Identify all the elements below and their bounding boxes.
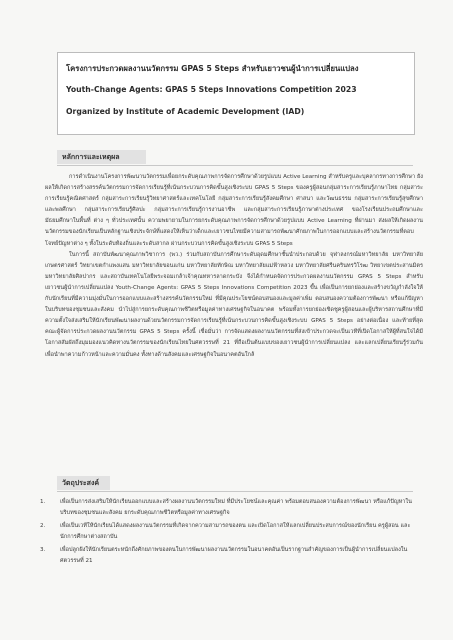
item-number: 3. bbox=[40, 547, 46, 554]
organizer-line: Organized by Institute of Academic Development (IAD) bbox=[66, 107, 305, 116]
item-text: เพื่อเป็นเวทีให้นักเรียนได้แสดงผลงานนวัตกรรมที่เกิดจากความสามารถของตน และเปิดโอกาสให้แลกเปลี่ยนประสบการณ์ของนักเรียน ครูผู้สอน และนักการศึกษาต่างสถาบัน bbox=[60, 523, 411, 541]
title-thai: โครงการประกวดผลงานนวัตกรรม GPAS 5 Steps สำหรับเยาวชนผู้นำการเปลี่ยนแปลง bbox=[66, 64, 359, 73]
objectives-list bbox=[30, 497, 425, 570]
title-english: Youth-Change Agents: GPAS 5 Steps Innovations Competition 2023 bbox=[66, 85, 357, 94]
item-number: 1. bbox=[40, 499, 46, 505]
section-rationale-title: หลักการและเหตุผล bbox=[57, 150, 146, 164]
item-number: 2. bbox=[40, 523, 46, 530]
section-divider bbox=[57, 491, 413, 492]
item-text: เพื่อปลูกฝังให้นักเรียนตระหนักถึงศักยภาพของตนในการพัฒนาผลงานนวัตกรรมในอนาคตอันเป็นรากฐานสำคัญของการเป็นผู้นำการเปลี่ยนแปลงในศตวรรษที่ 21 bbox=[60, 547, 408, 565]
item-text: เพื่อเป็นการส่งเสริมให้นักเรียนออกแบบและสร้างผลงานนวัตกรรมใหม่ ที่มีประโยชน์และคุณค่า พร้อมตอบสนองความต้องการพัฒนา หรือแก้ปัญหาในบริบทของชุมชนและสังคม ยกระดับคุณภาพชีวิตหรือมูลค่าทางเศรษฐกิจ bbox=[60, 499, 412, 517]
list-item bbox=[30, 497, 425, 519]
list-item bbox=[30, 545, 425, 567]
rationale-paragraph: ในการนี้ สถาบันพัฒนาคุณภาพวิชาการ (พว.) ร่วมกับสถาบันการศึกษาระดับอุดมศึกษาชั้นนำประกอบด้วย จุฬาลงกรณ์มหาวิทยาลัย มหาวิทยาลัยเกษตรศาสตร์ วิทยาเขตกำแพงแสน มหาวิทยาลัยขอนแก่น มหาวิทยาลัยทักษิณ มหาวิทยาลัยแม่ฟ้าหลวง มหาวิทยาลัยศรีนครินทรวิโรฒ วิทยาเขตประสานมิตร มหาวิทยาลัยศิลปากร และสถาบันเทคโนโลยีพระจอมเกล้าเจ้าคุณทหารลาดกระบัง จึงได้กำหนดจัดการประกวดผลงานนวัตกรรม GPAS 5 Steps สำหรับเยาวชนผู้นำการเปลี่ยนแปลง Youth-Change Agents: GPAS 5 Steps Innovations Competition 2023 ขึ้น เพื่อเป็นการยกย่องและสร้างขวัญกำลังใจให้กับนักเรียนที่มีความมุ่งมั่นในการออกแบบและสร้างสรรค์นวัตกรรมใหม่ ที่มีคุณประโยชน์ตอบสนองและมูลค่าเพิ่ม ตอบสนองความต้องการพัฒนา หรือแก้ปัญหาในบริบทของชุมชนและสังคม นำไปสู่การยกระดับคุณภาพชีวิตหรือมูลค่าทางเศรษฐกิจในอนาคต พร้อมทั้งการยกย่องเชิดชูครูผู้สอนและผู้บริหารสถานศึกษาที่มีความตั้งใจส่งเสริมให้นักเรียนพัฒนาผลงานด้วยนวัตกรรมการจัดการเรียนรู้ที่เน้นกระบวนการคิดขั้นสูงเชิงระบบ GPAS 5 Steps อย่างต่อเนื่อง และท้ายที่สุดคณะผู้จัดการประกวดผลงานนวัตกรรม GPAS 5 Steps ครั้งนี้ เชื่อมั่นว่า การจัดแสดงผลงานนวัตกรรมที่ส่งเข้าประกวดจะเป็นเวทีที่เปิดโอกาสให้ผู้ที่สนใจได้มีโอกาสสัมผัสถึงมุมมองแนวคิดทางนวัตกรรมของนักเรียนไทยในศตวรรษที่ 21 ที่ถือเป็นต้นแบบของเยาวชนผู้นำการเปลี่ยนแปลง และแลกเปลี่ยนเรียนรู้ร่วมกัน เพื่อนำพาความก้าวหน้าและความมั่นคง ทั้งทางด้านสังคมและเศรษฐกิจในอนาคตอันใกล้ bbox=[45, 251, 423, 358]
list-item bbox=[30, 521, 425, 543]
section-divider bbox=[57, 165, 413, 166]
section-objectives-title: วัตถุประสงค์ bbox=[57, 476, 110, 490]
rationale-body bbox=[45, 172, 423, 361]
title-box bbox=[57, 52, 415, 135]
rationale-paragraph: การดำเนินงานโครงการพัฒนานวัตกรรมเพื่อยกระดับคุณภาพการจัดการศึกษาด้วยรูปแบบ Active Learning สำหรับครูและบุคลากรทางการศึกษา ยังผลให้เกิดการสร้างสรรค์นวัตกรรมการจัดการเรียนรู้ที่เน้นกระบวนการคิดขั้นสูงเชิงระบบ GPAS 5 Steps ของครูผู้สอนกลุ่มสาระการเรียนรู้ภาษาไทย กลุ่มสาระการเรียนรู้คณิตศาสตร์ กลุ่มสาระการเรียนรู้วิทยาศาสตร์และเทคโนโลยี กลุ่มสาระการเรียนรู้สังคมศึกษา ศาสนา และวัฒนธรรม กลุ่มสาระการเรียนรู้สุขศึกษาและพลศึกษา กลุ่มสาระการเรียนรู้ศิลปะ กลุ่มสาระการเรียนรู้การงานอาชีพ และกลุ่มสาระการเรียนรู้ภาษาต่างประเทศ ของโรงเรียนประถมศึกษาและมัธยมศึกษาในพื้นที่ ต่าง ๆ ทั่วประเทศนั้น ความพยายามในการยกระดับคุณภาพการจัดการศึกษาด้วยรูปแบบ Active Learning ที่ผ่านมา ส่งผลให้เกิดผลงานนวัตกรรมของนักเรียนเป็นหลักฐานเชิงประจักษ์ที่แสดงให้เห็นว่าเด็กและเยาวชนไทยมีความสามารถพัฒนาศักยภาพในการออกแบบและสร้างนวัตกรรมที่ตอบโจทย์ปัญหาต่าง ๆ ทั้งในระดับท้องถิ่นและระดับสากล ผ่านกระบวนการคิดขั้นสูงเชิงระบบ GPAS 5 Steps bbox=[45, 174, 423, 247]
